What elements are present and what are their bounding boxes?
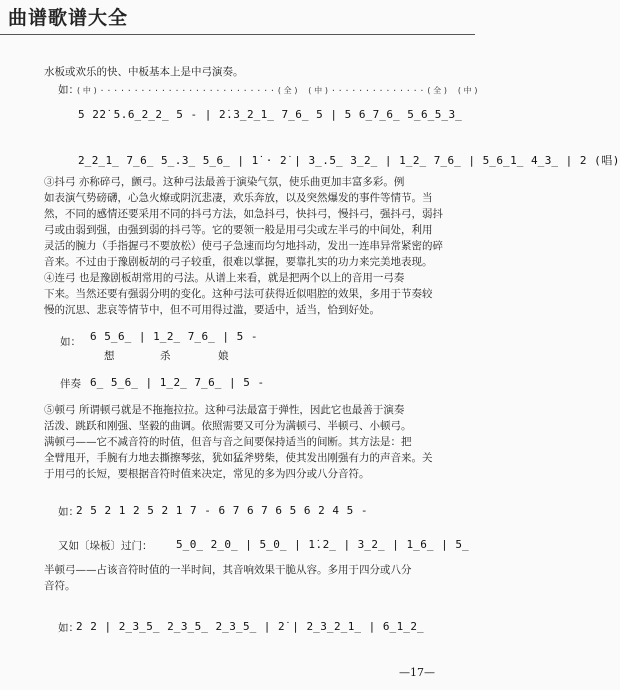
example-1-bowing-marks: (中)··························(全) (中)··············(全) (中) (76, 86, 481, 95)
example-5-notation: 2 2 | 2̲3̲5̲ 2̲3̲5̲ 2̲3̲5̲ | 2̇ | 2̲3̲2̲1̲ | 6̲1̲2̲ (76, 620, 425, 633)
paragraph-line: 然，不同的感情还要采用不同的抖弓方法，如急抖弓，快抖弓，慢抖弓，强抖弓，弱抖 (44, 208, 443, 220)
example-3-notation: 2 5 2 1 2 5 2 1 7 - 6 7 6 7 6 5 6 2 4 5 - (76, 504, 369, 517)
paragraph-line: ④连弓 也是豫剧板胡常用的弓法。从谱上来看，就是把两个以上的音用一弓奏 (44, 272, 405, 284)
example-1-notation-line-1: 5 2̇2̇ 5.6̲2̲2̲ 5 - | 2̇.3̲2̲1̲ 7̲6̲ 5 | 5 6̲7̲6̲ 5̲6̲5̲3̲ (78, 108, 463, 121)
example-1-notation-line-2: 2̲2̲1̲ 7̲6̲ 5̲.3̲ 5̲6̲ | 1̇ · 2̇ | 3̲.5̲ 3̲2̲ | 1̲2̲ 7̲6̲ | 5̲6̲1̲ 4̲3̲ | 2 (唱) (78, 154, 620, 167)
paragraph-line: 满顿弓——它不减音符的时值，但音与音之间要保持适当的间断。其方法是：把 (44, 436, 412, 448)
page-number: —17— (399, 666, 435, 679)
paragraph-line: 活泼、跳跃和刚强、坚毅的曲调。依照需要又可分为满顿弓、半顿弓、小顿弓。 (44, 420, 412, 432)
intro-text: 水板或欢乐的快、中板基本上是中弓演奏。 (44, 66, 244, 78)
example-5-prefix: 如： (58, 622, 79, 634)
paragraph-line: 下来。当然还要有强弱分明的变化。这种弓法可获得近似唱腔的效果，多用于节奏较 (44, 288, 433, 300)
paragraph-line: 全臂甩开，手腕有力地去撕擦琴弦，犹如猛斧劈柴，使其发出刚强有力的声音来。关 (44, 452, 433, 464)
example-4-notation: 5̲0̲ 2̲0̲ | 5̲0̲ | 1̇.2̲ | 3̲2̲ | 1̲6̲ | 5̲ (176, 538, 470, 551)
paragraph-line: 半顿弓——占该音符时值的一半时间，其音响效果干脆从容。多用于四分或八分 (44, 564, 412, 576)
paragraph-line: 慢的沉思、悲哀等情节中，但不可用得过滥，要适中，适当，恰到好处。 (44, 304, 380, 316)
site-title: 曲谱歌谱大全 (8, 7, 129, 29)
paragraph-line: ③抖弓 亦称碎弓，颤弓。这种弓法最善于演染气氛，使乐曲更加丰富多彩。例 (44, 176, 405, 188)
paragraph-line: 于用弓的长短，要根据音符时值来决定，常见的多为四分或八分音符。 (44, 468, 370, 480)
paragraph-line: ⑤顿弓 所谓顿弓就是不拖拖拉拉。这种弓法最富于弹性，因此它也最善于演奏 (44, 404, 405, 416)
example-2-notation: 6 5̲6̲ | 1̲2̲ 7̲6̲ | 5 - (90, 330, 258, 343)
example-3-prefix: 如： (58, 506, 79, 518)
example-2-lyric: 想 (104, 350, 115, 362)
example-2-accompaniment-notation: 6̲ 5̲6̲ | 1̲2̲ 7̲6̲ | 5 - (90, 376, 265, 389)
example-2-accompaniment-label: 伴奏 (60, 378, 81, 390)
example-2-lyric: 娘 (218, 350, 229, 362)
paragraph-line: 弓或由弱到强，由强到弱的抖弓等。它的要领一般是用弓尖或左半弓的中间处，利用 (44, 224, 433, 236)
paragraph-line: 音符。 (44, 580, 76, 592)
example-4-prefix: 又如〔垛板〕过门： (58, 540, 153, 552)
example-2-prefix: 如： (60, 336, 81, 348)
paragraph-line: 如表演气势磅礴，心急火燎或阴沉悲凄，欢乐奔放，以及突然爆发的事件等情节。当 (44, 192, 433, 204)
example-2-lyric: 杀 (160, 350, 171, 362)
paragraph-line: 音来。不过由于豫剧板胡的弓子较重，很难以掌握，要靠扎实的功力来完美地表现。 (44, 256, 433, 268)
paragraph-line: 灵活的腕力（手指握弓不要放松）使弓子急速而均匀地抖动，发出一连串异常紧密的碎 (44, 240, 443, 252)
example-1-prefix: 如： (58, 84, 79, 96)
